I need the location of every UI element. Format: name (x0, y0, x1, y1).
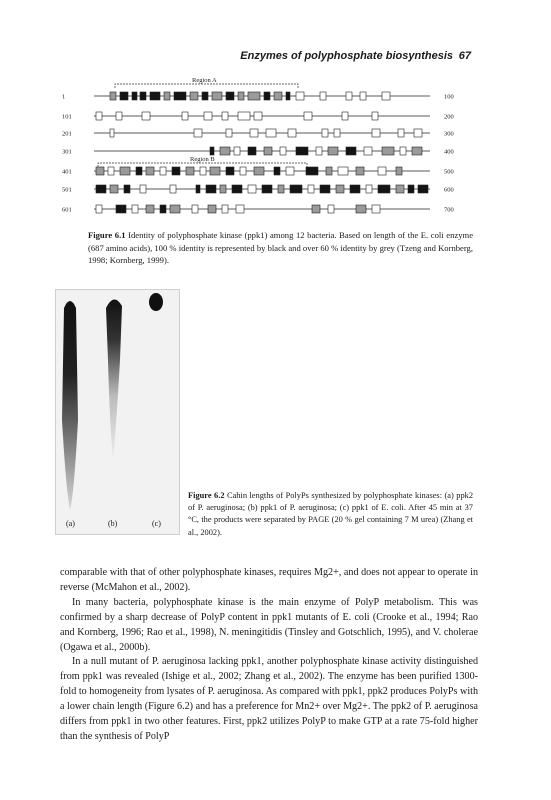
identity-block (196, 185, 200, 193)
identity-block (346, 147, 356, 155)
identity-block (210, 147, 214, 155)
identity-block (222, 205, 228, 213)
row-end-label: 500 (444, 168, 454, 176)
identity-block (306, 167, 318, 175)
identity-block (254, 112, 262, 120)
identity-block (236, 205, 244, 213)
identity-block (234, 147, 240, 155)
figure-6-2-caption-text: Cahin lengths of PolyPs synthesized by polyphosphate kinases: (a) ppk2 of P. aeruginosa; (b) ppk1 of P. aeruginosa; (c) ppk1 of E. coli. After 45 min at 37 °C, the products were separated by PAGE (20 % gel containing 7 M urea) (Zhang et al., 2002). (188, 491, 474, 537)
region-a-label: Region A (192, 77, 217, 84)
page-number: 67 (458, 50, 471, 62)
identity-block (222, 112, 228, 120)
identity-block (190, 92, 198, 100)
identity-block (174, 92, 186, 100)
figure-6-1-label: Figure 6.1 (88, 230, 126, 240)
identity-block (192, 205, 198, 213)
lane-label-c: (c) (152, 519, 161, 528)
identity-block (366, 185, 372, 193)
identity-block (320, 185, 330, 193)
identity-block (372, 129, 380, 137)
identity-block (266, 129, 276, 137)
identity-block (320, 92, 326, 100)
row-start-label: 501 (62, 186, 72, 194)
identity-block (396, 185, 404, 193)
identity-block (160, 205, 166, 213)
identity-block (396, 167, 402, 175)
identity-block (116, 112, 122, 120)
row-start-label: 201 (62, 130, 72, 138)
identity-block (274, 167, 280, 175)
lane-label-a: (a) (66, 519, 75, 528)
region-a-bracket (115, 77, 298, 88)
identity-block (208, 205, 216, 213)
row-start-label: 601 (62, 206, 72, 214)
identity-block (408, 185, 414, 193)
identity-block (350, 185, 360, 193)
identity-block (186, 167, 194, 175)
identity-block (96, 167, 104, 175)
identity-block (286, 167, 294, 175)
identity-block (296, 92, 304, 100)
gel-lane-a (62, 301, 78, 510)
identity-block (110, 92, 116, 100)
figure-6-1-identity-map (60, 76, 480, 221)
identity-block (262, 185, 272, 193)
identity-block (372, 112, 378, 120)
identity-block (326, 167, 332, 175)
body-text (60, 566, 478, 745)
running-title: Enzymes of polyphosphate biosynthesis (240, 50, 453, 62)
figure-6-1-caption-text: Identity of polyphosphate kinase (ppk1) among 12 bacteria. Based on length of the E. coli enzyme (687 amino acids), 100 % identity is represented by black and over 60 % identity by grey (Tzeng and Kornberg, 1998; Kornberg, 1999). (88, 230, 474, 265)
figure-6-2-gel (55, 289, 180, 535)
identity-block (194, 129, 202, 137)
identity-block (400, 147, 406, 155)
identity-block (322, 129, 328, 137)
identity-block (108, 167, 114, 175)
row-start-label: 301 (62, 148, 72, 156)
identity-block (296, 147, 308, 155)
row-end-label: 400 (444, 148, 454, 156)
identity-block (288, 129, 296, 137)
identity-block (338, 167, 348, 175)
identity-block (170, 185, 176, 193)
identity-block (418, 185, 428, 193)
region-b-bracket (98, 156, 307, 167)
row-start-label: 401 (62, 168, 72, 176)
lane-label-b: (b) (108, 519, 118, 528)
identity-block (248, 92, 260, 100)
identity-block (290, 185, 302, 193)
identity-block (150, 92, 160, 100)
identity-block (132, 205, 138, 213)
identity-block (274, 92, 282, 100)
identity-block (202, 92, 208, 100)
identity-block (364, 147, 372, 155)
identity-block (286, 92, 290, 100)
identity-block (248, 147, 256, 155)
identity-block (342, 112, 348, 120)
identity-block (312, 205, 320, 213)
identity-block (264, 147, 272, 155)
figure-6-2-caption (188, 490, 473, 539)
row-end-label: 100 (444, 93, 454, 101)
identity-block (336, 185, 344, 193)
identity-block (226, 167, 234, 175)
identity-block (304, 112, 312, 120)
identity-block (140, 92, 146, 100)
row-start-label: 1 (62, 93, 66, 101)
identity-block (132, 92, 137, 100)
figure-6-1-caption (88, 229, 473, 267)
identity-block (308, 185, 314, 193)
identity-block (210, 167, 220, 175)
identity-block (182, 112, 188, 120)
paragraph-1: comparable with that of other polyphosphate kinases, requires Mg2+, and does not appear to operate in reverse (McMahon et al., 2002). (60, 567, 478, 593)
identity-block (382, 92, 390, 100)
identity-block (170, 205, 180, 213)
identity-block (220, 147, 230, 155)
identity-block (212, 92, 222, 100)
identity-block (238, 92, 244, 100)
identity-block (334, 129, 340, 137)
row-end-label: 300 (444, 130, 454, 138)
row-start-label: 101 (62, 113, 72, 121)
identity-block (280, 147, 286, 155)
identity-block (120, 167, 130, 175)
identity-block (414, 129, 422, 137)
identity-block (238, 112, 250, 120)
identity-block (248, 185, 256, 193)
identity-block (398, 129, 404, 137)
identity-block (378, 167, 386, 175)
identity-block (382, 147, 394, 155)
identity-block (412, 147, 422, 155)
identity-block (226, 129, 232, 137)
running-header (0, 50, 551, 66)
identity-block (220, 185, 226, 193)
identity-block (96, 112, 102, 120)
identity-block (96, 185, 106, 193)
identity-block (254, 167, 264, 175)
identity-block (226, 92, 234, 100)
identity-block (160, 167, 166, 175)
region-b-label: Region B (190, 156, 215, 163)
identity-block (120, 92, 128, 100)
identity-block (356, 167, 364, 175)
identity-block (372, 205, 380, 213)
identity-block (110, 185, 118, 193)
identity-block (200, 167, 206, 175)
identity-block (206, 185, 216, 193)
identity-block (146, 205, 154, 213)
row-end-label: 700 (444, 206, 454, 214)
figure-6-2-label: Figure 6.2 (188, 491, 225, 500)
identity-block (116, 205, 126, 213)
gel-image (56, 290, 179, 534)
identity-block (250, 129, 258, 137)
identity-block (146, 167, 154, 175)
row-end-label: 600 (444, 186, 454, 194)
identity-block (172, 167, 180, 175)
identity-block (378, 185, 390, 193)
identity-block (110, 129, 114, 137)
identity-block (360, 92, 366, 100)
identity-block (264, 92, 270, 100)
identity-block (278, 185, 284, 193)
gel-lane-b (106, 299, 122, 460)
gel-lane-c (149, 293, 163, 311)
identity-block (124, 185, 130, 193)
row-end-label: 200 (444, 113, 454, 121)
identity-block (140, 185, 146, 193)
paragraph-3: In a null mutant of P. aeruginosa lacking ppk1, another polyphosphate kinase activity distinguished from ppk1 was revealed (Ishige et al., 2002; Zhang et al., 2002). The enzyme has been purified 1300-fold to homogeneity from lysates of P. aeruginosa. As compared with ppk1, ppk2 produces PolyPs with a lower chain length (Figure 6.2) and has a preference for Mn2+ over Mg2+. The ppk2 of P. aeruginosa differs from ppk1 in two other features. First, ppk2 utilizes PolyP to make GTP at a rate 75-fold higher than the synthesis of PolyP (60, 656, 478, 742)
identity-block (316, 147, 322, 155)
identity-block (96, 205, 102, 213)
identity-block (136, 167, 142, 175)
identity-block (356, 205, 366, 213)
identity-block (204, 112, 212, 120)
identity-block (346, 92, 352, 100)
identity-block (232, 185, 242, 193)
identity-block (142, 112, 150, 120)
identity-block (240, 167, 246, 175)
identity-block (328, 147, 338, 155)
paragraph-2: In many bacteria, polyphosphate kinase is the main enzyme of PolyP metabolism. This was confirmed by a sharp decrease of PolyP content in ppk1 mutants of E. coli (Crooke et al., 1994; Rao and Kornberg, 1996; Rao et al., 1998), N. meningitidis (Tinsley and Gotschlich, 1995), and V. cholerae (Ogawa et al., 2000b). (60, 596, 478, 653)
identity-block (164, 92, 170, 100)
identity-block (328, 205, 334, 213)
